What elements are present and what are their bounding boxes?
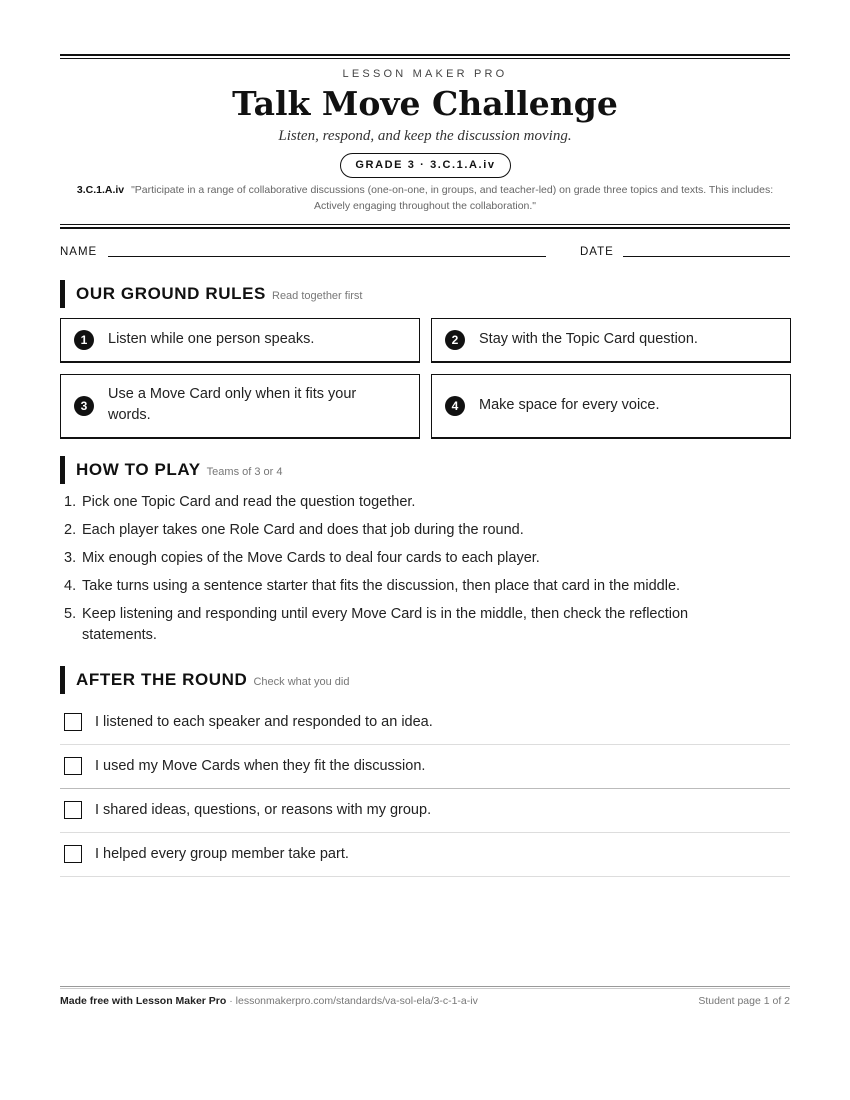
brand-label: LESSON MAKER PRO (342, 68, 508, 80)
footer-rule-thin (60, 988, 790, 989)
header-bottom-rule-thin (60, 224, 790, 225)
step-number: 2. (64, 522, 77, 538)
step-item (64, 548, 764, 569)
reflection-text: I used my Move Cards when they fit the discussion. (95, 758, 426, 774)
ground-rule-card (431, 374, 791, 439)
section-marker (60, 456, 65, 484)
rule-number-badge: 3 (74, 396, 94, 416)
step-number: 5. (64, 606, 77, 622)
name-label: NAME (60, 246, 98, 258)
footer-url[interactable]: lessonmakerpro.com/standards/va-sol-ela/3-c-1-a-iv (235, 995, 478, 1007)
header-bottom-rule (60, 227, 790, 229)
rule-text: Use a Move Card only when it fits your words. (108, 386, 357, 423)
step-item (64, 604, 764, 646)
how-to-play-heading (60, 456, 790, 484)
after-round-heading (60, 666, 790, 694)
footer-credit (60, 995, 478, 1007)
rule-text: Stay with the Topic Card question. (479, 331, 698, 347)
reflection-text: I helped every group member take part. (95, 846, 349, 862)
page-indicator: Student page 1 of 2 (698, 995, 790, 1007)
rule-number-badge: 1 (74, 330, 94, 350)
standard-statement (60, 182, 790, 214)
step-number: 1. (64, 494, 77, 510)
step-number: 3. (64, 550, 77, 566)
reflection-checkbox[interactable] (64, 845, 82, 863)
section-title: HOW TO PLAY (76, 460, 201, 479)
reflection-item (60, 833, 790, 877)
name-field[interactable] (108, 256, 546, 257)
reflection-checkbox[interactable] (64, 713, 82, 731)
reflection-checkbox[interactable] (64, 801, 82, 819)
step-text: Mix enough copies of the Move Cards to deal four cards to each player. (82, 550, 540, 566)
worksheet-header (60, 54, 790, 228)
section-note: Teams of 3 or 4 (206, 466, 283, 478)
step-text: Take turns using a sentence starter that fits the discussion, then place that card in the middle. (82, 578, 681, 594)
standard-text: "Participate in a range of collaborative discussions (one-on-one, in groups, and teacher-led) on grade three topics and texts. This includes: Actively engaging throughout the collaboration." (131, 184, 774, 212)
step-item (64, 520, 764, 541)
ground-rule-card (60, 318, 420, 363)
header-top-rule (60, 54, 790, 56)
ground-rules-heading (60, 280, 790, 308)
reflection-text: I listened to each speaker and responded to an idea. (95, 714, 433, 730)
step-text: Each player takes one Role Card and does that job during the round. (82, 522, 524, 538)
step-item (64, 492, 764, 513)
section-marker (60, 666, 65, 694)
section-note: Read together first (272, 290, 363, 302)
reflection-checkbox[interactable] (64, 757, 82, 775)
step-text: Pick one Topic Card and read the question together. (82, 494, 416, 510)
rule-number-badge: 2 (445, 330, 465, 350)
rule-text: Make space for every voice. (479, 397, 660, 413)
footer-made-with: Made free with Lesson Maker Pro (60, 995, 227, 1007)
standard-code: 3.C.1.A.iv (76, 184, 125, 196)
grade-badge: GRADE 3 · 3.C.1.A.iv (340, 153, 511, 178)
reflection-item (60, 745, 790, 789)
rule-text: Listen while one person speaks. (108, 331, 315, 347)
header-top-rule-thin (60, 58, 790, 59)
section-title: OUR GROUND RULES (76, 284, 266, 303)
name-date-row (60, 245, 790, 261)
steps-list (64, 492, 764, 653)
page-title: Talk Move Challenge (232, 84, 618, 123)
page-subtitle: Listen, respond, and keep the discussion moving. (278, 128, 572, 144)
section-note: Check what you did (253, 676, 350, 688)
date-label: DATE (580, 246, 614, 258)
footer-separator: · (226, 995, 236, 1007)
section-marker (60, 280, 65, 308)
ground-rule-card (431, 318, 791, 363)
reflection-item (60, 701, 790, 745)
ground-rule-card (60, 374, 420, 439)
date-field[interactable] (623, 256, 790, 257)
step-number: 4. (64, 578, 77, 594)
reflection-text: I shared ideas, questions, or reasons with my group. (95, 802, 432, 818)
reflection-item (60, 789, 790, 833)
footer-rule (60, 986, 790, 987)
section-title: AFTER THE ROUND (76, 670, 248, 689)
rule-number-badge: 4 (445, 396, 465, 416)
step-text: Keep listening and responding until every Move Card is in the middle, then check the reflection statements. (82, 606, 689, 643)
step-item (64, 576, 764, 597)
